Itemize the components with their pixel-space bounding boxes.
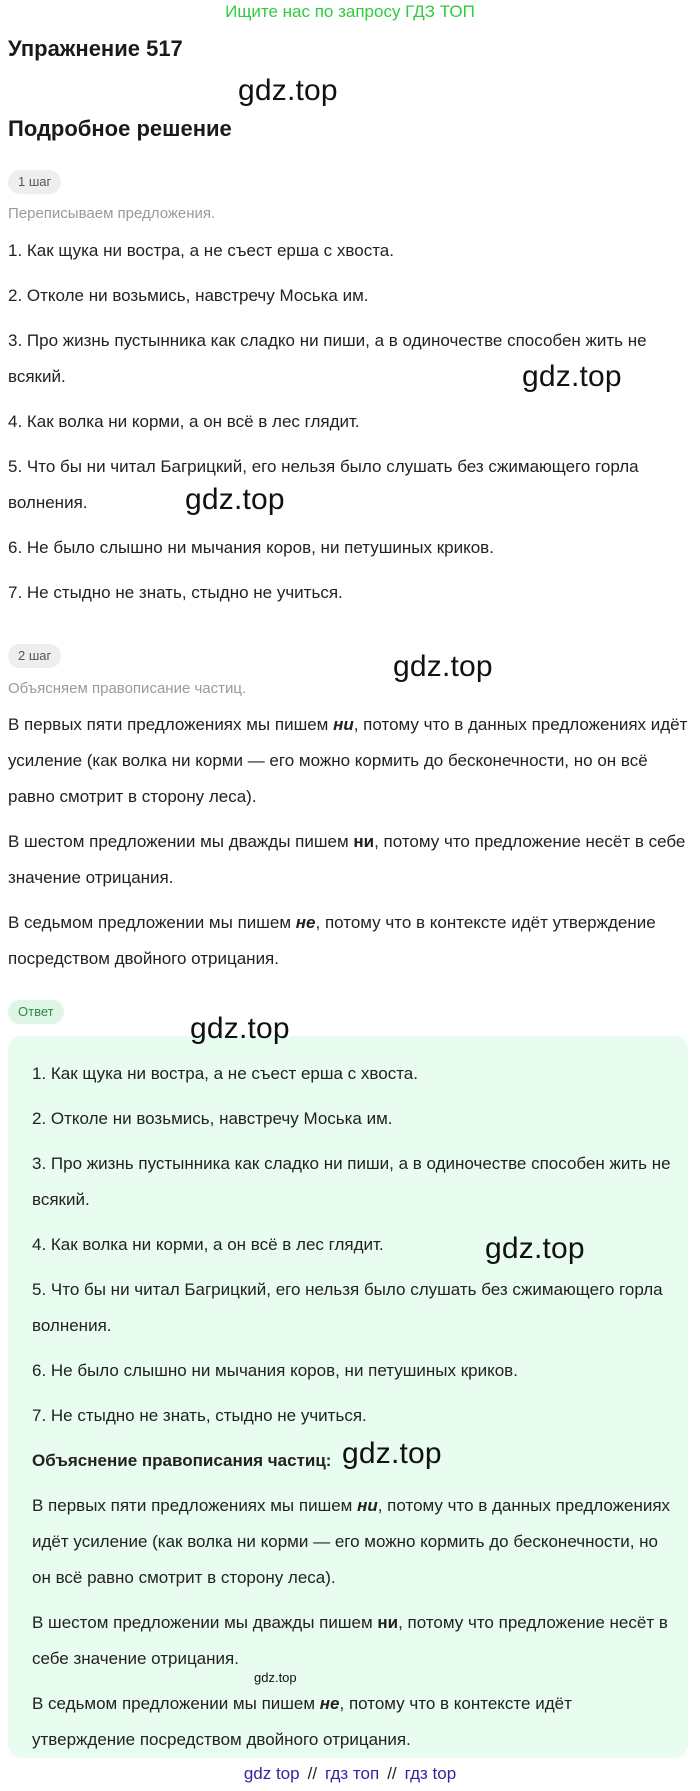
watermark: gdz.top <box>485 1232 585 1265</box>
particle: не <box>319 1694 340 1713</box>
step-badge: 1 шаг <box>8 170 61 194</box>
step-hint: Объясняем правописание частиц. <box>8 680 247 697</box>
explanation-paragraph: В седьмом предложении мы пишем не, потому что в контексте идёт утверждение посредством двойного отрицания. <box>8 913 656 968</box>
sentence: 1. Как щука ни востра, а не съест ерша с хвоста. <box>8 241 394 260</box>
step1-sentences <box>8 233 688 620</box>
footer-separator: // <box>307 1764 318 1783</box>
footer-links <box>0 1760 700 1788</box>
step-badge: 2 шаг <box>8 644 61 668</box>
watermark: gdz.top <box>254 1670 297 1685</box>
sentence: 3. Про жизнь пустынника как сладко ни пиши, а в одиночестве способен жить не всякий. <box>32 1154 671 1209</box>
sentence: 4. Как волка ни корми, а он всё в лес глядит. <box>8 412 360 431</box>
sentence: 5. Что бы ни читал Багрицкий, его нельзя было слушать без сжимающего горла волнения. <box>32 1280 663 1335</box>
watermark: gdz.top <box>190 1012 290 1045</box>
explanation-heading: Объяснение правописания частиц: <box>32 1451 332 1470</box>
answer-badge: Ответ <box>8 1000 64 1024</box>
explanation-paragraph: В седьмом предложении мы пишем не, потому что в контексте идёт утверждение посредством двойного отрицания. <box>32 1694 572 1749</box>
footer-separator: // <box>387 1764 397 1783</box>
sentence: 1. Как щука ни востра, а не съест ерша с хвоста. <box>32 1064 418 1083</box>
sentence: 7. Не стыдно не знать, стыдно не учиться. <box>32 1406 367 1425</box>
sentence: 6. Не было слышно ни мычания коров, ни петушиных криков. <box>32 1361 518 1380</box>
watermark: gdz.top <box>238 74 338 107</box>
section-title: Подробное решение <box>8 116 232 141</box>
sentence: 2. Отколе ни возьмись, навстречу Моська им. <box>8 286 369 305</box>
sentence: 4. Как волка ни корми, а он всё в лес глядит. <box>32 1235 384 1254</box>
sentence: 5. Что бы ни читал Багрицкий, его нельзя было слушать без сжимающего горла волнения. <box>8 457 639 512</box>
explanation-paragraph: В первых пяти предложениях мы пишем ни, потому что в данных предложениях идёт усиление (как волка ни корми — его можно кормить до бесконечности, но он всё равно смотрит в сторону леса). <box>32 1496 671 1587</box>
top-banner: Ищите нас по запросу ГДЗ ТОП <box>225 2 475 21</box>
particle: ни <box>357 1496 378 1515</box>
particle: не <box>295 913 316 932</box>
watermark: gdz.top <box>185 483 285 516</box>
step2-explanation <box>8 707 688 986</box>
step-hint: Переписываем предложения. <box>8 205 216 222</box>
footer-link[interactable]: гдз top <box>404 1764 457 1783</box>
explanation-paragraph: В шестом предложении мы дважды пишем ни, потому что предложение несёт в себе значение отрицания. <box>32 1613 668 1668</box>
watermark: gdz.top <box>522 360 622 393</box>
watermark: gdz.top <box>393 650 493 683</box>
footer-link[interactable]: гдз топ <box>325 1764 380 1783</box>
particle: ни <box>377 1613 399 1632</box>
particle: ни <box>353 832 375 851</box>
answer-box <box>8 1036 688 1758</box>
sentence: 3. Про жизнь пустынника как сладко ни пиши, а в одиночестве способен жить не всякий. <box>8 331 647 386</box>
sentence: 6. Не было слышно ни мычания коров, ни петушиных криков. <box>8 538 494 557</box>
sentence: 7. Не стыдно не знать, стыдно не учиться. <box>8 583 343 602</box>
explanation-paragraph: В шестом предложении мы дважды пишем ни, потому что предложение несёт в себе значение отрицания. <box>8 832 686 887</box>
footer-link[interactable]: gdz top <box>243 1764 300 1783</box>
watermark: gdz.top <box>342 1437 442 1470</box>
particle: ни <box>333 715 354 734</box>
sentence: 2. Отколе ни возьмись, навстречу Моська им. <box>32 1109 393 1128</box>
explanation-paragraph: В первых пяти предложениях мы пишем ни, потому что в данных предложениях идёт усиление (как волка ни корми — его можно кормить до бесконечности, но он всё равно смотрит в сторону леса). <box>8 715 688 806</box>
page-title: Упражнение 517 <box>8 36 183 61</box>
